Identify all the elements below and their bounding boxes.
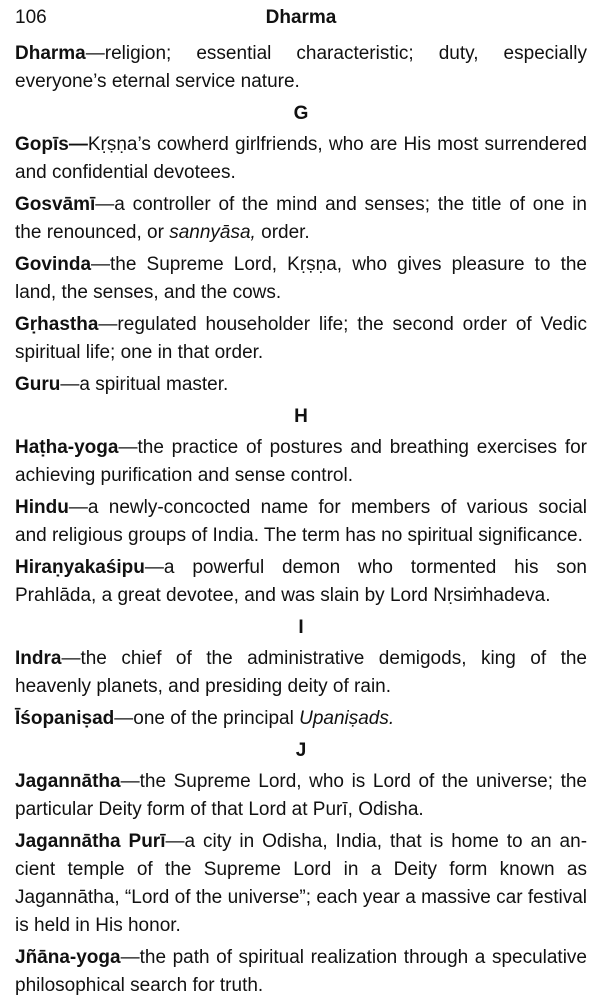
running-head-title: Dharma (265, 7, 337, 28)
glossary-entry (15, 191, 587, 247)
glossary-term: Haṭha-yoga (15, 437, 119, 458)
glossary-definition-end: order. (255, 222, 310, 243)
glossary-definition: —a city in Odisha, India, that is home to an ancient temple of the Supreme Lord in a Deity form known as Jagannātha, “Lord of the universe”; each year a massive car festival is held in His honor. (15, 831, 588, 936)
glossary-term: Gopīs— (15, 134, 88, 155)
glossary-definition: —the Supreme Lord, Kṛṣṇa, who gives pleasure to the land, the senses, and the cows. (15, 254, 587, 303)
glossary-entry (15, 251, 587, 307)
glossary-definition: Kṛṣṇa’s cowherd girlfriends, who are His most surrendered and confidential devotees. (15, 134, 587, 183)
glossary-page (15, 6, 587, 1004)
glossary-body (15, 40, 587, 1000)
glossary-entry (15, 40, 587, 96)
glossary-definition: —a powerful demon who tormented his son Prahlāda, a great devotee, and was slain by Lord Nṛsiṁhadeva. (15, 557, 587, 606)
glossary-term: Jagannātha (15, 771, 121, 792)
running-head (15, 6, 587, 40)
glossary-term: Hiraṇyakaśipu (15, 557, 145, 578)
glossary-definition: —religion; essential characteristic; duty, especially everyone’s eternal service nature. (15, 43, 587, 92)
glossary-term: Guru (15, 374, 61, 395)
glossary-definition: —a newly-concocted name for members of various social and religious groups of India. The term has no spiritual significance. (15, 497, 587, 546)
glossary-term: Dharma (15, 43, 86, 64)
glossary-definition-italic: Upaniṣads. (299, 708, 395, 729)
glossary-definition: —the chief of the administrative demigods, king of the heavenly planets, and presiding deity of rain. (15, 648, 587, 697)
glossary-term: Jñāna-yoga (15, 947, 121, 968)
section-letter-heading: J (295, 740, 307, 761)
glossary-entry (15, 371, 587, 399)
glossary-definition: —a controller of the mind and senses; the title of one in the renounced, or (15, 194, 587, 243)
glossary-entry (15, 554, 587, 610)
glossary-entry (15, 494, 587, 550)
glossary-term: Gosvāmī (15, 194, 96, 215)
glossary-term: Gṛhastha (15, 314, 99, 335)
section-letter-heading: H (294, 406, 308, 427)
glossary-entry (15, 768, 587, 824)
glossary-definition: —regulated householder life; the second order of Vedic spiritual life; one in that order. (15, 314, 587, 363)
glossary-entry (15, 944, 587, 1000)
glossary-definition: —one of the principal (114, 708, 300, 729)
glossary-term: Govinda (15, 254, 92, 275)
glossary-definition: —a spiritual master. (60, 374, 229, 395)
glossary-definition-italic: sannyāsa, (169, 222, 256, 243)
page-number: 106 (15, 7, 47, 28)
glossary-entry (15, 311, 587, 367)
glossary-term: Jagannātha Purī (15, 831, 166, 852)
glossary-entry (15, 434, 587, 490)
glossary-term: Hindu (15, 497, 69, 518)
glossary-entry (15, 131, 587, 187)
glossary-definition: —the Supreme Lord, who is Lord of the universe; the particular Deity form of that Lord at Purī, Odisha. (15, 771, 587, 820)
section-letter-heading: I (298, 617, 304, 638)
glossary-entry (15, 705, 587, 733)
glossary-entry (15, 645, 587, 701)
glossary-term: Īśopaniṣad (15, 708, 115, 729)
glossary-term: Indra (15, 648, 62, 669)
glossary-definition: —the path of spiritual realization through a speculative philosophical search for truth. (15, 947, 587, 996)
glossary-definition: —the practice of postures and breathing exercises for achieving purification and sense control. (15, 437, 587, 486)
glossary-entry (15, 828, 587, 940)
section-letter-heading: G (293, 103, 309, 124)
